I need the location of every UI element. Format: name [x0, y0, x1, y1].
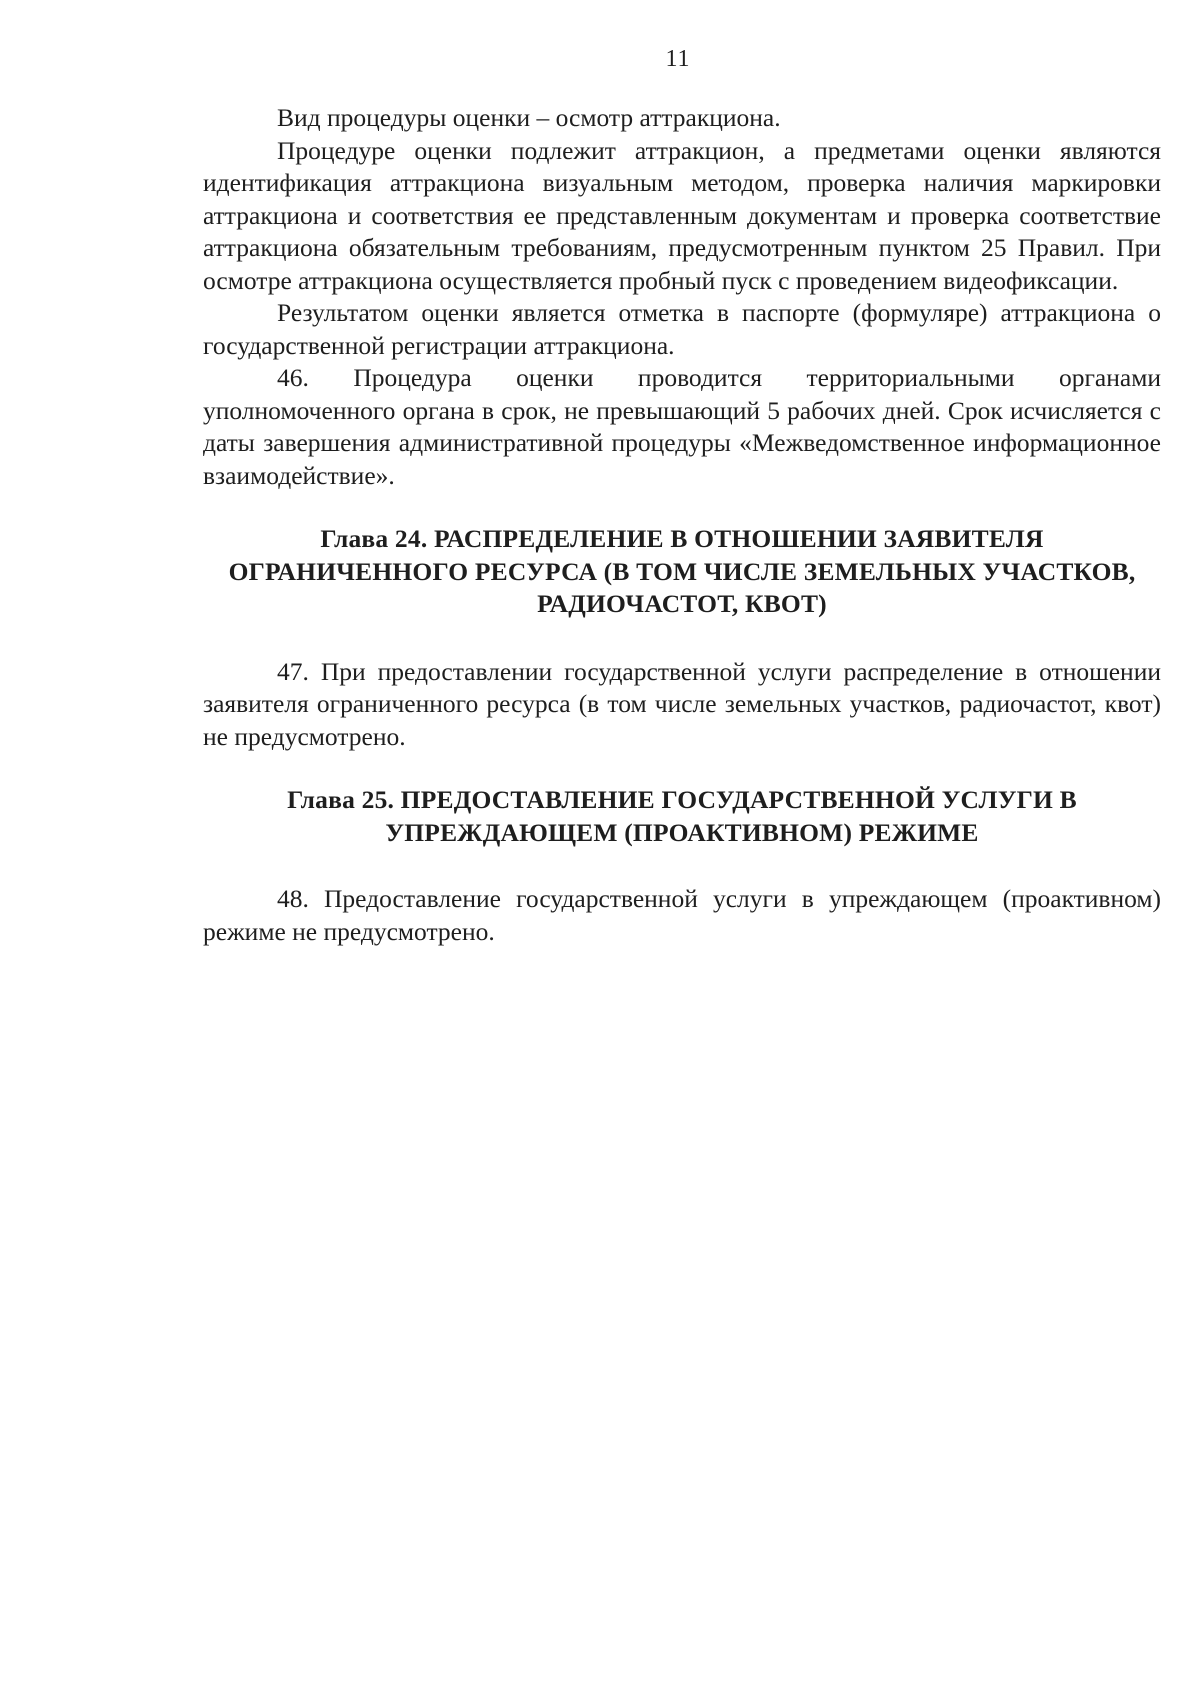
paragraph-47: 47. При предоставлении государственной услуги распределение в отношении заявителя ограниченного ресурса (в том числе земельных участков, радиочастот, квот) не предусмотрено.	[203, 656, 1161, 751]
chapter-25-heading: Глава 25. ПРЕДОСТАВЛЕНИЕ ГОСУДАРСТВЕННОЙ УСЛУГИ В УПРЕЖДАЮЩЕМ (ПРОАКТИВНОМ) РЕЖИМЕ	[287, 785, 1077, 847]
paragraph-assessment-subject: Процедуре оценки подлежит аттракцион, а предметами оценки являются идентификация аттракциона визуальным методом, проверка наличия маркировки аттракциона и соответствия ее представленным документам и проверка соответствие аттракциона обязательным требованиям, предусмотренным пунктом 25 Правил. При осмотре аттракциона осуществляется пробный пуск с проведением видеофиксации.	[203, 135, 1161, 295]
paragraph-assessment-result: Результатом оценки является отметка в паспорте (формуляре) аттракциона о государственной регистрации аттракциона.	[203, 298, 1161, 360]
document-body	[203, 102, 1161, 948]
paragraph-procedure-type: Вид процедуры оценки – осмотр аттракциона.	[277, 103, 781, 132]
chapter-24-heading: Глава 24. РАСПРЕДЕЛЕНИЕ В ОТНОШЕНИИ ЗАЯВИТЕЛЯ ОГРАНИЧЕННОГО РЕСУРСА (В ТОМ ЧИСЛЕ ЗЕМЕЛЬНЫХ УЧАСТКОВ, РАДИОЧАСТОТ, КВОТ)	[228, 524, 1136, 618]
paragraph-48: 48. Предоставление государственной услуги в упреждающем (проактивном) режиме не предусмотрено.	[203, 884, 1161, 946]
paragraph-46: 46. Процедура оценки проводится территориальными органами уполномоченного органа в срок, не превышающий 5 рабочих дней. Срок исчисляется с даты завершения административной процедуры «Межведомственное информационное взаимодействие».	[203, 363, 1161, 490]
page-number: 11	[665, 46, 691, 72]
